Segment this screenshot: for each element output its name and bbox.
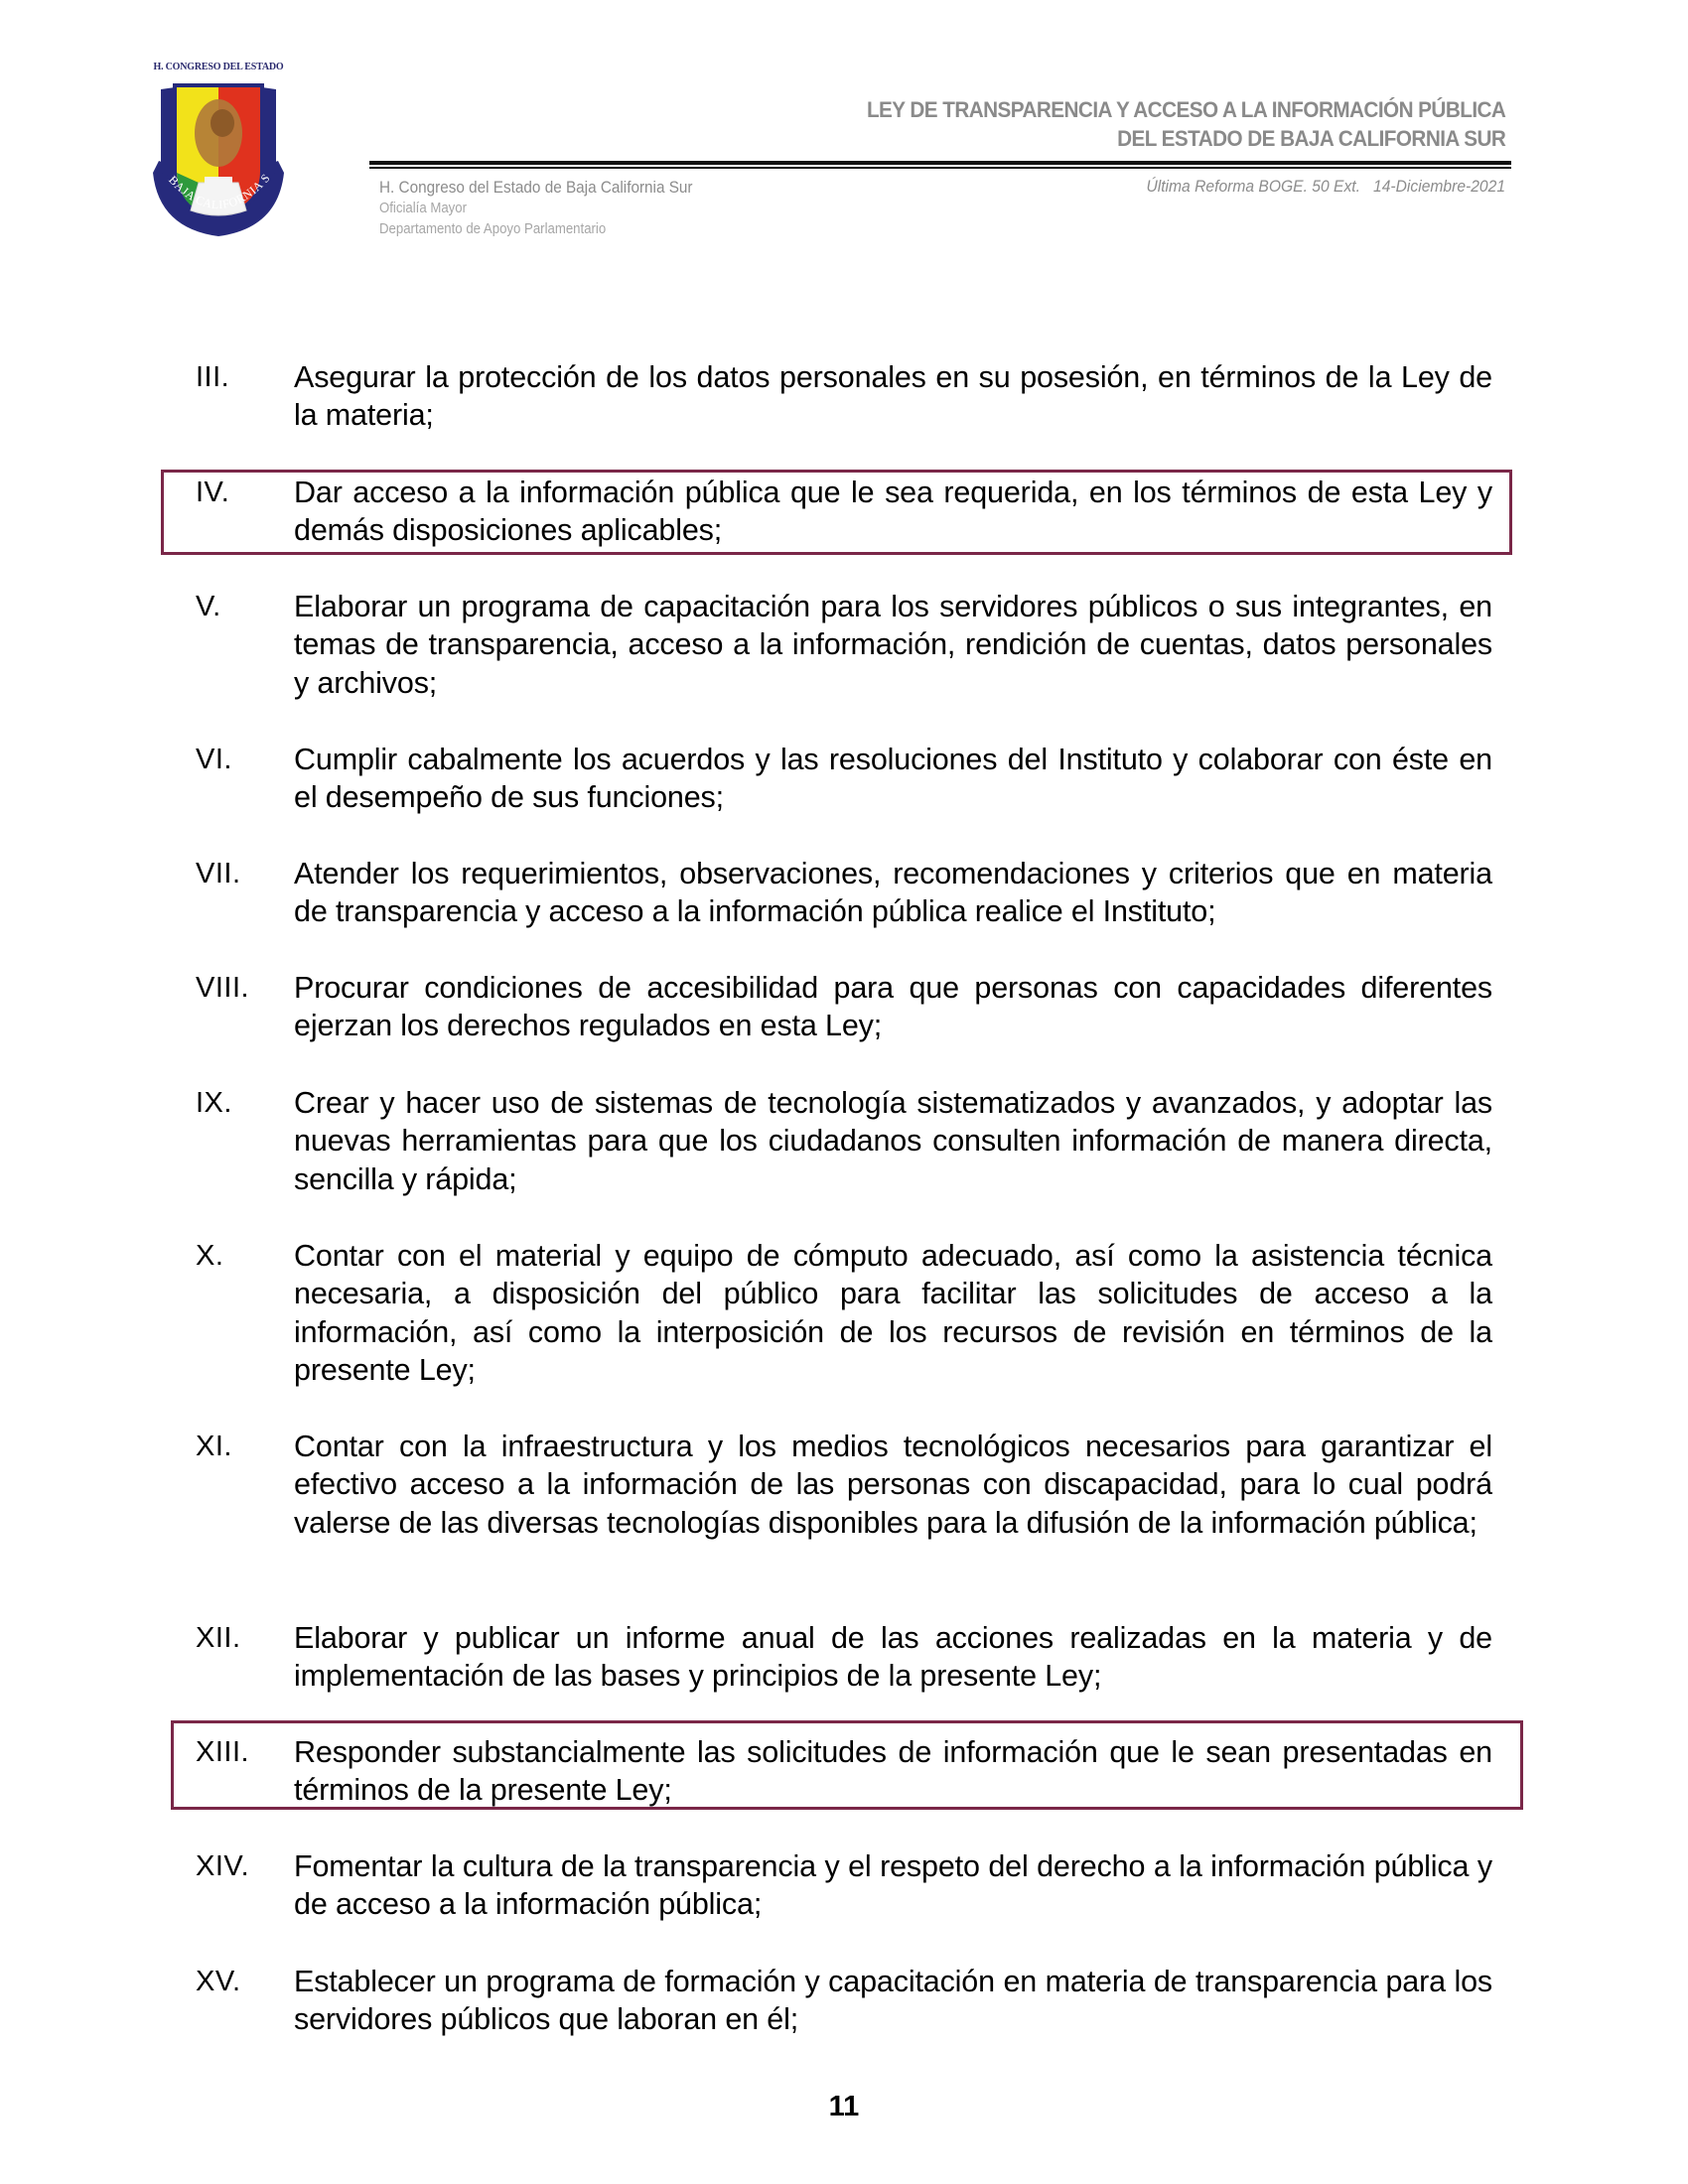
item-numeral: XIII. xyxy=(196,1736,250,1768)
item-text: Elaborar un programa de capacitación para los servidores públicos o sus integrantes, en temas de transparencia, acceso a la información, rendición de cuentas, datos personales y archivos; xyxy=(294,590,1492,700)
item-text: Procurar condiciones de accesibilidad para que personas con capacidades diferentes ejerzan los derechos regulados en esta Ley; xyxy=(294,971,1492,1043)
header-rule-thick xyxy=(369,161,1511,165)
item-numeral: XV. xyxy=(196,1966,241,1997)
item-text: Crear y hacer uso de sistemas de tecnología sistematizados y avanzados, y adoptar las nuevas herramientas para que los ciudadanos consulten información de manera directa, sencilla y rápida; xyxy=(294,1086,1492,1196)
item-numeral: III. xyxy=(196,361,230,393)
item-numeral: IX. xyxy=(196,1087,232,1119)
logo-caption-top: H. CONGRESO DEL ESTADO xyxy=(153,62,284,72)
organization-name: H. Congreso del Estado de Baja California Sur xyxy=(379,178,693,197)
item-numeral: VII. xyxy=(196,858,241,889)
item-text: Fomentar la cultura de la transparencia y el respeto del derecho a la información pública y de acceso a la información pública; xyxy=(294,1849,1492,1922)
item-text: Contar con la infraestructura y los medios tecnológicos necesarios para garantizar el efectivo acceso a la información de las personas con discapacidad, para lo cual podrá valerse de las diversas tecnologías disponibles para la difusión de la información pública; xyxy=(294,1430,1492,1540)
law-title-line1: LEY DE TRANSPARENCIA Y ACCESO A LA INFORMACIÓN PÚBLICA xyxy=(866,97,1505,122)
coat-of-arms-icon xyxy=(139,62,298,240)
law-title-line2: DEL ESTADO DE BAJA CALIFORNIA SUR xyxy=(1116,126,1505,151)
item-text: Establecer un programa de formación y capacitación en materia de transparencia para los servidores públicos que laboran en él; xyxy=(294,1965,1492,2037)
item-numeral: VIII. xyxy=(196,972,250,1004)
item-text: Cumplir cabalmente los acuerdos y las resoluciones del Instituto y colaborar con éste en el desempeño de sus funciones; xyxy=(294,743,1492,815)
item-text: Atender los requerimientos, observaciones, recomendaciones y criterios que en materia de transparencia y acceso a la información pública realice el Instituto; xyxy=(294,857,1492,929)
item-numeral: XI. xyxy=(196,1431,232,1462)
item-numeral: IV. xyxy=(196,477,230,508)
item-numeral: XIV. xyxy=(196,1850,250,1882)
item-text: Asegurar la protección de los datos personales en su posesión, en términos de la Ley de la materia; xyxy=(294,360,1492,433)
law-title xyxy=(867,95,1505,153)
header-rule-thin xyxy=(369,167,1511,169)
item-numeral: XII. xyxy=(196,1622,241,1654)
logo-caption-bottom: BAJA CALIFORNIA S xyxy=(166,171,273,212)
congress-logo xyxy=(139,62,298,240)
page-number: 11 xyxy=(828,2091,860,2122)
item-text: Dar acceso a la información pública que le sea requerida, en los términos de esta Ley y demás disposiciones aplicables; xyxy=(294,476,1492,548)
department-name: Departamento de Apoyo Parlamentario xyxy=(379,220,607,237)
item-numeral: X. xyxy=(196,1240,224,1272)
office-name: Oficialía Mayor xyxy=(379,200,468,216)
item-text: Contar con el material y equipo de cómputo adecuado, así como la asistencia técnica necesaria, a disposición del público para facilitar las solicitudes de acceso a la información, así como la interposición de los recursos de revisión en términos de la presente Ley; xyxy=(294,1239,1492,1387)
item-numeral: VI. xyxy=(196,744,232,775)
last-reform-date: Última Reforma BOGE. 50 Ext. 14-Diciembre-2021 xyxy=(1146,177,1505,196)
item-text: Elaborar y publicar un informe anual de las acciones realizadas en la materia y de implementación de las bases y principios de la presente Ley; xyxy=(294,1621,1492,1694)
item-numeral: V. xyxy=(196,591,221,622)
item-text: Responder substancialmente las solicitudes de información que le sean presentadas en términos de la presente Ley; xyxy=(294,1735,1492,1808)
